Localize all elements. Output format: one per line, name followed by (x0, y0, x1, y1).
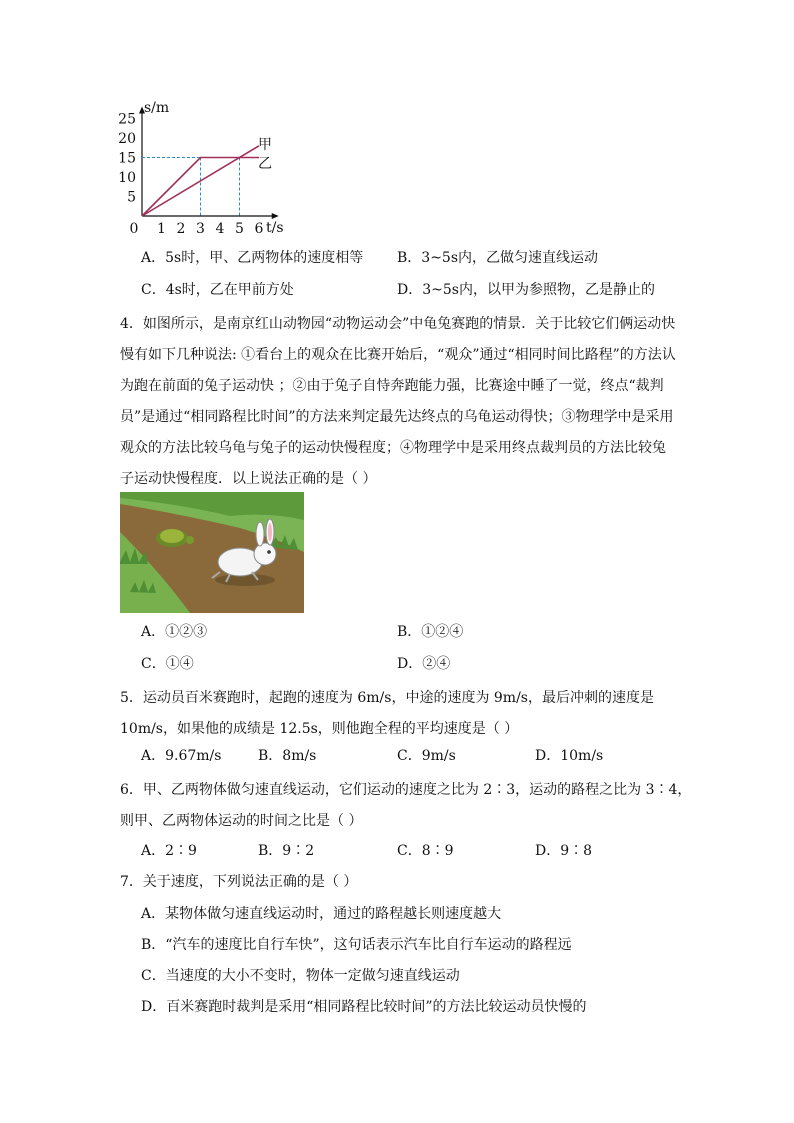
x-tick-label: 4 (215, 221, 225, 237)
q3-option-b[interactable]: B．3~5s内，乙做匀速直线运动 (397, 250, 599, 266)
y-tick-label: 10 (118, 170, 136, 186)
series-yi-label: 乙 (258, 156, 272, 172)
q4-line-3: 为跑在前面的兔子运动快 ；②由于兔子自恃奔跑能力强，比赛途中睡了一觉，终点“裁判 (120, 378, 664, 394)
y-tick-label: 5 (127, 189, 136, 206)
q5-line-1: 5．运动员百米赛跑时，起跑的速度为 6m/s，中途的速度为 9m/s，最后冲刺的速度是 (120, 690, 654, 706)
q7-stem: 7．关于速度，下列说法正确的是（ ） (120, 874, 358, 890)
q6-option-c[interactable]: C．8∶9 (397, 843, 454, 859)
q6-line-1: 6．甲、乙两物体做匀速直线运动，它们运动的速度之比为 2∶3，运动的路程之比为 3∶4， (120, 782, 692, 798)
y-tick-label: 25 (118, 111, 136, 128)
series-line-jia (142, 158, 259, 217)
q5-line-2: 10m/s，如果他的成绩是 12.5s，则他跑全程的平均速度是（ ） (120, 721, 519, 737)
y-axis-label: s/m (144, 100, 170, 116)
q7-option-d[interactable]: D．百米赛跑时裁判是采用“相同路程比较时间”的方法比较运动员快慢的 (141, 999, 587, 1015)
x-tick-label: 2 (176, 221, 186, 237)
q4-line-4: 员”是通过“相同路程比时间”的方法来判定最先达终点的乌龟运动得快；③物理学中是采用 (120, 409, 674, 425)
q4-option-b[interactable]: B．①②④ (397, 624, 464, 640)
q5-option-d[interactable]: D．10m/s (535, 748, 604, 764)
x-tick-label: 3 (196, 221, 205, 237)
q4-line-5: 观众的方法比较乌龟与兔子的运动快慢程度；④物理学中是采用终点裁判员的方法比较兔 (120, 440, 666, 456)
q3-option-d[interactable]: D．3~5s内，以甲为参照物，乙是静止的 (397, 282, 655, 298)
y-tick-label: 20 (118, 131, 136, 147)
x-tick-label: 6 (254, 221, 264, 237)
q3-option-a[interactable]: A．5s时，甲、乙两物体的速度相等 (141, 250, 364, 266)
q7-option-c[interactable]: C．当速度的大小不变时，物体一定做匀速直线运动 (141, 968, 460, 984)
x-tick-label: 1 (157, 221, 166, 237)
x-axis-label: t/s (266, 220, 284, 236)
q6-option-a[interactable]: A．2∶9 (141, 843, 197, 859)
x-tick-label: 5 (235, 221, 244, 237)
q4-line-1: 4．如图所示，是南京红山动物园“动物运动会”中龟兔赛跑的情景．关于比较它们俩运动快 (120, 316, 676, 332)
x-tick-label: 0 (129, 221, 139, 237)
q5-option-c[interactable]: C．9m/s (397, 748, 456, 764)
tortoise-hare-illustration (120, 492, 304, 613)
q6-line-2: 则甲、乙两物体运动的时间之比是（ ） (120, 813, 363, 829)
q6-option-b[interactable]: B．9∶2 (258, 843, 315, 859)
q4-line-2: 慢有如下几种说法: ①看台上的观众在比赛开始后，“观众”通过“相同时间比路程”的方法认 (120, 347, 676, 363)
q4-option-d[interactable]: D．②④ (397, 656, 451, 672)
series-jia-label: 甲 (258, 137, 272, 153)
q5-option-b[interactable]: B．8m/s (258, 748, 317, 764)
q4-stem (120, 309, 680, 495)
q7-option-a[interactable]: A．某物体做匀速直线运动时，通过的路程越长则速度越大 (141, 906, 502, 922)
s-t-graph (108, 96, 288, 238)
x-axis-arrow (272, 213, 279, 219)
q4-option-c[interactable]: C．①④ (141, 656, 194, 672)
y-tick-label: 15 (118, 150, 136, 167)
q7-option-b[interactable]: B．“汽车的速度比自行车快”，这句话表示汽车比自行车运动的路程远 (141, 937, 572, 953)
q5-option-a[interactable]: A．9.67m/s (141, 748, 222, 764)
q4-option-a[interactable]: A．①②③ (141, 624, 208, 640)
q4-line-6: 子运动快慢程度．以上说法正确的是（ ） (120, 471, 377, 487)
q6-option-d[interactable]: D．9∶8 (535, 843, 593, 859)
q3-option-c[interactable]: C．4s时，乙在甲前方处 (141, 282, 294, 298)
q5-stem (120, 683, 680, 745)
q6-stem (120, 775, 700, 837)
